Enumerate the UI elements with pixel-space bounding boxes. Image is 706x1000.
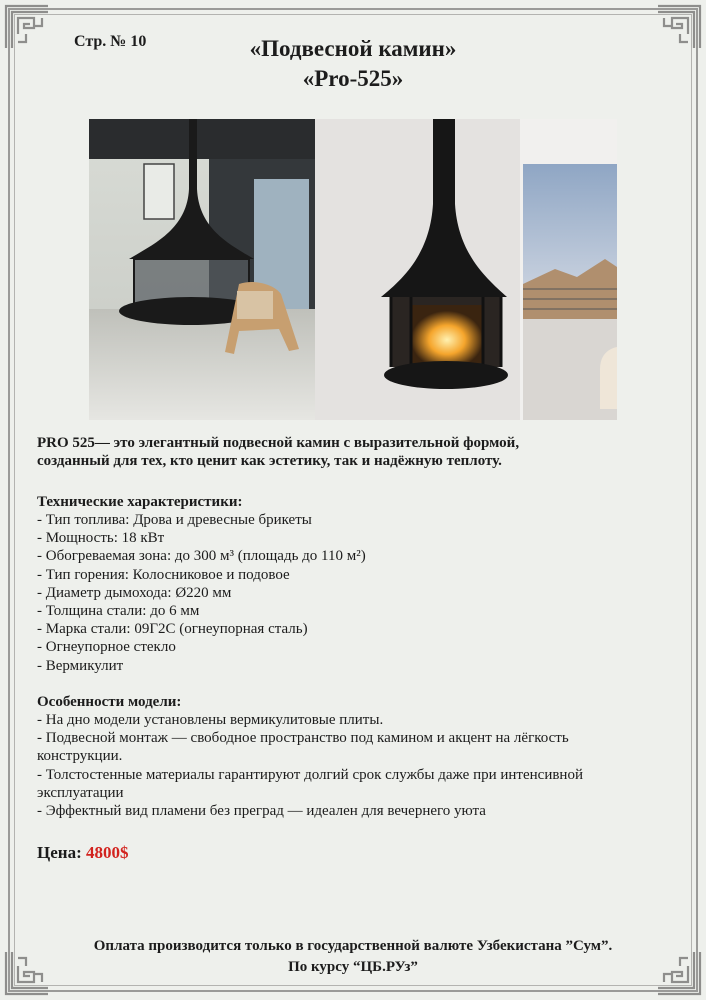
specs-heading: Технические характеристики: <box>37 494 243 510</box>
feature-line: - Толстостенные материалы гарантируют долгий срок службы даже при интенсивной <box>37 766 583 783</box>
feature-line: - Эффектный вид пламени без преград — идеален для вечернего уюта <box>37 803 486 820</box>
fireplace-showroom-photo <box>89 119 315 420</box>
product-description <box>37 434 677 470</box>
spec-item: - Огнеупорное стекло <box>37 639 176 656</box>
features-heading: Особенности модели: <box>37 694 182 710</box>
exchange-rate-note: По курсу “ЦБ.РУз” <box>288 959 418 975</box>
spec-item: - Мощность: 18 кВт <box>37 530 165 547</box>
page-number: Стр. № 10 <box>74 33 147 50</box>
product-photos <box>89 119 617 420</box>
spec-item: - Тип топлива: Дрова и древесные брикеты <box>37 512 312 528</box>
price-label: Цена: <box>37 843 82 862</box>
price <box>37 843 128 863</box>
feature-line: - На дно модели установлены вермикулитовые плиты. <box>37 712 384 728</box>
price-value: 4800$ <box>85 843 129 862</box>
spec-item: - Тип горения: Колосниковое и подовое <box>37 566 290 583</box>
spec-item: - Обогреваемая зона: до 300 м³ (площадь до 110 м²) <box>37 548 366 565</box>
page-title: «Подвесной камин» <box>249 36 457 61</box>
specs-list <box>37 511 677 675</box>
feature-line: эксплуатации <box>37 784 124 801</box>
description-line: PRO 525— это элегантный подвесной камин с выразительной формой, <box>37 435 520 451</box>
spec-item: - Вермикулит <box>37 657 124 674</box>
fireplace-interior-photo <box>315 119 617 420</box>
feature-line: конструкции. <box>37 748 123 765</box>
spec-item: - Диаметр дымохода: Ø220 мм <box>37 584 232 601</box>
description-line: созданный для тех, кто ценит как эстетику, так и надёжную теплоту. <box>37 453 502 470</box>
spec-item: - Марка стали: 09Г2С (огнеупорная сталь) <box>37 621 308 638</box>
features-list <box>37 711 677 820</box>
payment-note: Оплата производится только в государственной валюте Узбекистана ”Сум”. <box>93 938 613 954</box>
page-subtitle: «Pro-525» <box>302 66 404 91</box>
feature-line: - Подвесной монтаж — свободное пространство под камином и акцент на лёгкость <box>37 730 569 747</box>
spec-item: - Толщина стали: до 6 мм <box>37 603 200 620</box>
